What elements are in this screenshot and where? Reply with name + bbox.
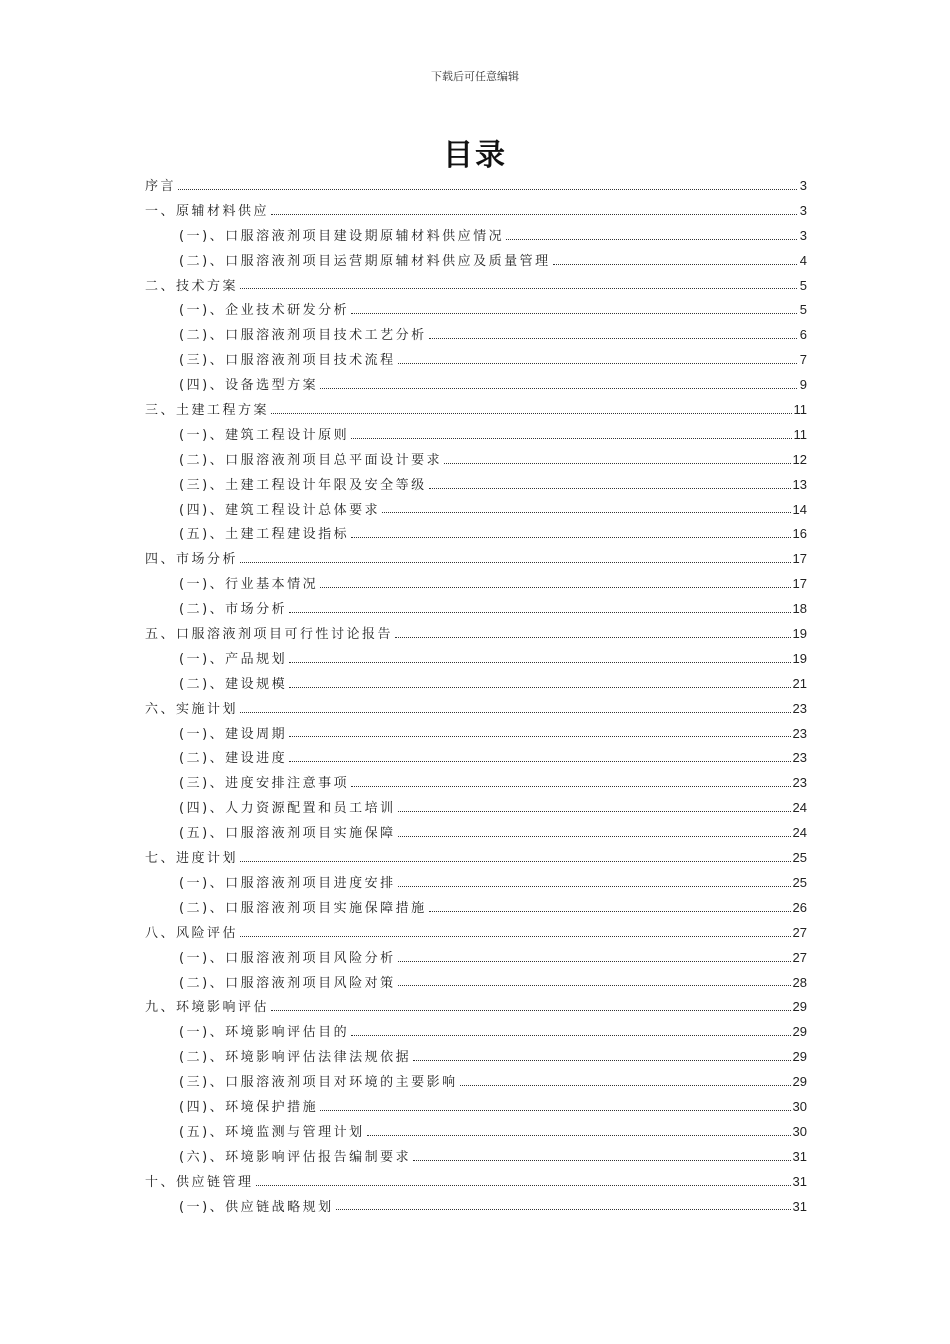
toc-section-entry[interactable] — [145, 448, 807, 473]
toc-page-number: 29 — [792, 1049, 807, 1065]
toc-entry-title: 三、土建工程方案 — [145, 403, 270, 419]
toc-chapter-entry[interactable] — [145, 547, 807, 572]
toc-page-number: 23 — [792, 750, 807, 766]
toc-page-number: 24 — [792, 825, 807, 841]
toc-page-number: 27 — [792, 949, 807, 965]
toc-entry-title: (一)、口服溶液剂项目建设期原辅材料供应情况 — [179, 228, 505, 244]
toc-dot-leader — [178, 188, 797, 190]
toc-chapter-entry[interactable] — [145, 995, 807, 1020]
toc-section-entry[interactable] — [145, 871, 807, 896]
toc-page-number: 31 — [792, 1173, 807, 1189]
toc-entry-title: 九、环境影响评估 — [145, 1000, 270, 1016]
toc-dot-leader — [289, 661, 790, 663]
toc-section-entry[interactable] — [145, 522, 807, 547]
toc-dot-leader — [289, 686, 790, 688]
toc-section-entry[interactable] — [145, 771, 807, 796]
toc-dot-leader — [240, 287, 797, 289]
toc-dot-leader — [382, 511, 790, 513]
toc-entry-title: (一)、口服溶液剂项目进度安排 — [179, 875, 396, 891]
toc-section-entry[interactable] — [145, 348, 807, 373]
toc-entry-title: 四、市场分析 — [145, 552, 239, 568]
toc-page-number: 19 — [792, 626, 807, 642]
toc-page-number: 21 — [792, 675, 807, 691]
toc-section-entry[interactable] — [145, 1020, 807, 1045]
toc-page-number: 23 — [792, 775, 807, 791]
toc-entry-title: (五)、土建工程建设指标 — [179, 527, 350, 543]
toc-dot-leader — [398, 362, 797, 364]
toc-page-number: 23 — [792, 700, 807, 716]
toc-dot-leader — [395, 636, 791, 638]
toc-entry-title: (三)、土建工程设计年限及安全等级 — [179, 477, 427, 493]
toc-section-entry[interactable] — [145, 1095, 807, 1120]
toc-chapter-entry[interactable] — [145, 921, 807, 946]
toc-page-number: 18 — [792, 601, 807, 617]
toc-entry-title: (二)、口服溶液剂项目技术工艺分析 — [179, 328, 427, 344]
toc-entry-title: (三)、口服溶液剂项目技术流程 — [179, 353, 396, 369]
toc-page-number: 19 — [792, 650, 807, 666]
toc-dot-leader — [256, 1184, 791, 1186]
toc-page-number: 30 — [792, 1098, 807, 1114]
toc-chapter-entry[interactable] — [145, 697, 807, 722]
toc-dot-leader — [320, 1109, 790, 1111]
toc-entry-title: (一)、企业技术研发分析 — [179, 303, 350, 319]
toc-section-entry[interactable] — [145, 722, 807, 747]
toc-section-entry[interactable] — [145, 473, 807, 498]
toc-section-entry[interactable] — [145, 597, 807, 622]
toc-section-entry[interactable] — [145, 1195, 807, 1220]
toc-entry-title: (二)、建设进度 — [179, 751, 288, 767]
toc-section-entry[interactable] — [145, 249, 807, 274]
toc-dot-leader — [289, 760, 790, 762]
toc-section-entry[interactable] — [145, 821, 807, 846]
toc-entry-title: (二)、口服溶液剂项目运营期原辅材料供应及质量管理 — [179, 253, 551, 269]
toc-entry-title: (一)、建筑工程设计原则 — [179, 427, 350, 443]
header-note: 下载后可任意编辑 — [431, 70, 519, 83]
toc-page-number: 12 — [792, 451, 807, 467]
toc-dot-leader — [351, 437, 791, 439]
toc-entry-title: (二)、环境影响评估法律法规依据 — [179, 1050, 412, 1066]
toc-entry-title: (一)、行业基本情况 — [179, 577, 319, 593]
toc-page-number: 31 — [792, 1198, 807, 1214]
toc-section-entry[interactable] — [145, 896, 807, 921]
toc-dot-leader — [336, 1208, 791, 1210]
toc-page-number: 5 — [799, 277, 807, 293]
toc-dot-leader — [460, 1084, 791, 1086]
page-title: 目录 — [443, 138, 507, 173]
toc-dot-leader — [429, 487, 791, 489]
toc-page-number: 4 — [799, 252, 807, 268]
toc-page-number: 29 — [792, 999, 807, 1015]
toc-entry-title: 六、实施计划 — [145, 701, 239, 717]
toc-entry-title: 二、技术方案 — [145, 278, 239, 294]
toc-section-entry[interactable] — [145, 373, 807, 398]
toc-dot-leader — [444, 462, 790, 464]
toc-section-entry[interactable] — [145, 1145, 807, 1170]
toc-page-number: 7 — [799, 352, 807, 368]
toc-entry-title: (四)、人力资源配置和员工培训 — [179, 801, 396, 817]
toc-dot-leader — [240, 561, 791, 563]
toc-page-number: 3 — [799, 178, 807, 193]
toc-page-number: 3 — [799, 202, 807, 218]
toc-dot-leader — [351, 312, 797, 314]
toc-entry-title: (一)、口服溶液剂项目风险分析 — [179, 950, 396, 966]
toc-page-number: 30 — [792, 1123, 807, 1139]
toc-page-number: 11 — [793, 402, 807, 418]
toc-entry-title: (六)、环境影响评估报告编制要求 — [179, 1149, 412, 1165]
toc-dot-leader — [398, 984, 791, 986]
toc-entry-title: (三)、口服溶液剂项目对环境的主要影响 — [179, 1075, 458, 1091]
toc-chapter-entry[interactable] — [145, 274, 807, 299]
toc-entry-title: 七、进度计划 — [145, 851, 239, 867]
toc-entry-title: 序言 — [145, 179, 177, 194]
toc-dot-leader — [413, 1159, 790, 1161]
toc-page-number: 29 — [792, 1024, 807, 1040]
toc-page-number: 17 — [792, 551, 807, 567]
toc-section-entry[interactable] — [145, 746, 807, 771]
toc-page-number: 6 — [799, 327, 807, 343]
toc-page-number: 24 — [792, 800, 807, 816]
toc-chapter-entry[interactable] — [145, 398, 807, 423]
toc-page-number: 5 — [799, 302, 807, 318]
toc-chapter-entry[interactable] — [145, 846, 807, 871]
toc-page-number: 11 — [793, 426, 807, 442]
toc-page-number: 25 — [792, 874, 807, 890]
toc-page-number: 25 — [792, 850, 807, 866]
toc-dot-leader — [240, 935, 791, 937]
toc-section-entry[interactable] — [145, 946, 807, 971]
toc-dot-leader — [367, 1134, 791, 1136]
toc-page-number: 13 — [792, 476, 807, 492]
toc-page-number: 29 — [792, 1074, 807, 1090]
toc-section-entry[interactable] — [145, 224, 807, 249]
toc-entry-title: (二)、口服溶液剂项目实施保障措施 — [179, 900, 427, 916]
toc-section-entry[interactable] — [145, 971, 807, 996]
toc-page-number: 17 — [792, 576, 807, 592]
toc-section-entry[interactable] — [145, 298, 807, 323]
toc-dot-leader — [398, 810, 791, 812]
toc-entry-title: (一)、环境影响评估目的 — [179, 1025, 350, 1041]
toc-page-number: 26 — [792, 899, 807, 915]
toc-entry-title: (三)、进度安排注意事项 — [179, 776, 350, 792]
toc-section-entry[interactable] — [145, 498, 807, 523]
toc-entry-title: (二)、建设规模 — [179, 676, 288, 692]
toc-dot-leader — [413, 1059, 790, 1061]
toc-section-entry[interactable] — [145, 1120, 807, 1145]
toc-dot-leader — [351, 785, 790, 787]
toc-entry-title: (五)、环境监测与管理计划 — [179, 1124, 365, 1140]
toc-entry-title: (二)、口服溶液剂项目风险对策 — [179, 975, 396, 991]
toc-entry-title: (四)、设备选型方案 — [179, 378, 319, 394]
toc-dot-leader — [429, 337, 797, 339]
toc-entry-title: (一)、建设周期 — [179, 726, 288, 742]
toc-dot-leader — [271, 1009, 791, 1011]
toc-entry-title: (二)、市场分析 — [179, 602, 288, 618]
toc-chapter-entry[interactable] — [145, 622, 807, 647]
toc-dot-leader — [320, 387, 797, 389]
toc-section-entry[interactable] — [145, 1070, 807, 1095]
toc-chapter-entry[interactable] — [145, 174, 807, 199]
toc-dot-leader — [506, 238, 797, 240]
toc-dot-leader — [240, 860, 791, 862]
toc-section-entry[interactable] — [145, 796, 807, 821]
toc-entry-title: (二)、口服溶液剂项目总平面设计要求 — [179, 452, 443, 468]
toc-entry-title: (四)、环境保护措施 — [179, 1099, 319, 1115]
toc-entry-title: 八、风险评估 — [145, 925, 239, 941]
toc-section-entry[interactable] — [145, 572, 807, 597]
toc-page-number: 23 — [792, 725, 807, 741]
toc-dot-leader — [351, 536, 790, 538]
toc-section-entry[interactable] — [145, 423, 807, 448]
toc-page-number: 16 — [792, 526, 807, 542]
toc-dot-leader — [320, 586, 790, 588]
toc-entry-title: (五)、口服溶液剂项目实施保障 — [179, 826, 396, 842]
toc-page-number: 9 — [799, 377, 807, 393]
toc-dot-leader — [553, 263, 797, 265]
toc-dot-leader — [398, 960, 791, 962]
toc-entry-title: (四)、建筑工程设计总体要求 — [179, 502, 381, 518]
toc-entry-title: 十、供应链管理 — [145, 1174, 254, 1190]
toc-page-number: 28 — [792, 974, 807, 990]
toc-entry-title: (一)、供应链战略规划 — [179, 1199, 334, 1215]
toc-page-number: 14 — [792, 501, 807, 517]
toc-section-entry[interactable] — [145, 323, 807, 348]
toc-page-number: 3 — [799, 227, 807, 243]
toc-dot-leader — [271, 412, 791, 414]
toc-dot-leader — [429, 910, 791, 912]
toc-section-entry[interactable] — [145, 1045, 807, 1070]
toc-section-entry[interactable] — [145, 672, 807, 697]
toc-dot-leader — [289, 735, 790, 737]
toc-dot-leader — [240, 711, 791, 713]
toc-section-entry[interactable] — [145, 647, 807, 672]
toc-entry-title: 五、口服溶液剂项目可行性讨论报告 — [145, 627, 394, 643]
toc-page-number: 27 — [792, 924, 807, 940]
toc-chapter-entry[interactable] — [145, 199, 807, 224]
table-of-contents — [145, 174, 807, 1219]
toc-dot-leader — [289, 611, 790, 613]
toc-dot-leader — [351, 1034, 790, 1036]
toc-dot-leader — [398, 885, 791, 887]
toc-page-number: 31 — [792, 1148, 807, 1164]
toc-chapter-entry[interactable] — [145, 1170, 807, 1195]
toc-entry-title: 一、原辅材料供应 — [145, 203, 270, 219]
toc-entry-title: (一)、产品规划 — [179, 651, 288, 667]
toc-dot-leader — [398, 835, 791, 837]
toc-dot-leader — [271, 213, 797, 215]
